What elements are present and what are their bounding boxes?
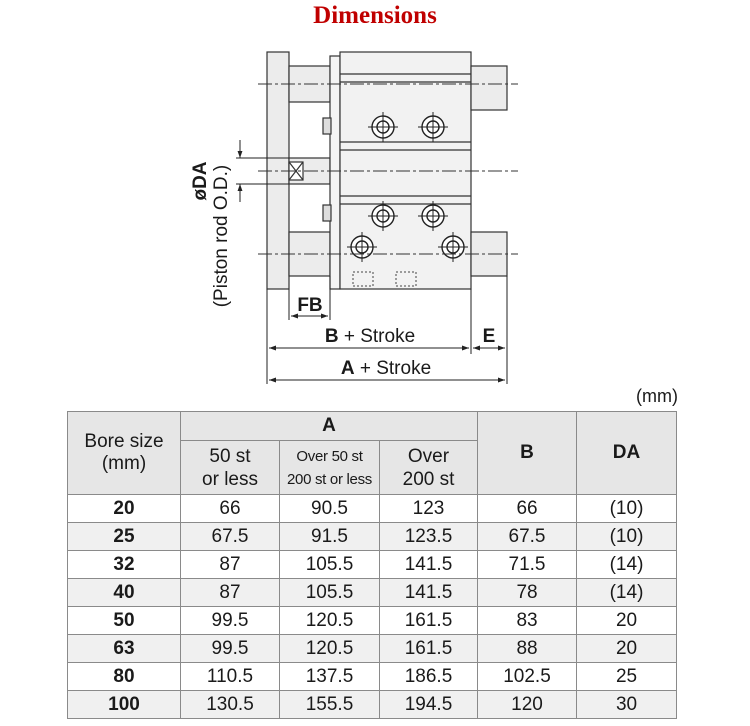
- da-cell: 25: [577, 663, 677, 691]
- a2-cell: 105.5: [280, 551, 380, 579]
- da-label: øDA: [190, 161, 211, 201]
- bore-cell: 25: [68, 523, 181, 551]
- b-label: B: [324, 326, 339, 347]
- table-row: [68, 523, 677, 551]
- b-cell: 120: [478, 691, 577, 719]
- unit-label: (mm): [636, 386, 678, 406]
- da-cell: 30: [577, 691, 677, 719]
- da-cell: (14): [577, 579, 677, 607]
- a3-cell: 161.5: [380, 635, 478, 663]
- rear-guide-top: [471, 66, 507, 110]
- a3-cell: 123: [380, 495, 478, 523]
- a-50st-header: 50 st or less: [181, 441, 280, 495]
- bore-size-header: Bore size (mm): [68, 412, 181, 495]
- b-cell: 66: [478, 495, 577, 523]
- end-plate: [267, 52, 289, 289]
- b-cell: 71.5: [478, 551, 577, 579]
- fb-label: FB: [297, 295, 323, 316]
- table-row: [68, 635, 677, 663]
- bore-cell: 50: [68, 607, 181, 635]
- piston-rod-label: (Piston rod O.D.): [211, 164, 232, 308]
- da-cell: (10): [577, 523, 677, 551]
- dimensions-table: [67, 411, 677, 719]
- b-header: B: [478, 412, 577, 495]
- table-row: [68, 607, 677, 635]
- a3-cell: 194.5: [380, 691, 478, 719]
- a-label: A: [340, 358, 355, 379]
- bore-cell: 32: [68, 551, 181, 579]
- table-row: [68, 691, 677, 719]
- b-cell: 83: [478, 607, 577, 635]
- a3-cell: 141.5: [380, 551, 478, 579]
- a-50-200st-header: Over 50 st 200 st or less: [280, 441, 380, 495]
- a3-cell: 161.5: [380, 607, 478, 635]
- a1-cell: 130.5: [181, 691, 280, 719]
- a2-cell: 90.5: [280, 495, 380, 523]
- page-title: Dimensions: [313, 2, 437, 29]
- bore-cell: 80: [68, 663, 181, 691]
- b-stroke-label: + Stroke: [338, 326, 416, 347]
- a1-cell: 99.5: [181, 635, 280, 663]
- a1-cell: 66: [181, 495, 280, 523]
- table-row: [68, 551, 677, 579]
- a1-cell: 110.5: [181, 663, 280, 691]
- da-cell: (14): [577, 551, 677, 579]
- table-row: [68, 495, 677, 523]
- a3-cell: 186.5: [380, 663, 478, 691]
- a-stroke-label: + Stroke: [354, 358, 432, 379]
- a3-cell: 123.5: [380, 523, 478, 551]
- a2-cell: 91.5: [280, 523, 380, 551]
- a2-cell: 155.5: [280, 691, 380, 719]
- a2-cell: 120.5: [280, 635, 380, 663]
- bore-cell: 40: [68, 579, 181, 607]
- da-cell: (10): [577, 495, 677, 523]
- bore-cell: 100: [68, 691, 181, 719]
- table-row: [68, 663, 677, 691]
- a2-cell: 137.5: [280, 663, 380, 691]
- a-header: A: [181, 412, 478, 441]
- a2-cell: 120.5: [280, 607, 380, 635]
- a2-cell: 105.5: [280, 579, 380, 607]
- b-cell: 78: [478, 579, 577, 607]
- bore-cell: 20: [68, 495, 181, 523]
- b-cell: 67.5: [478, 523, 577, 551]
- a-over-200st-header: Over 200 st: [380, 441, 478, 495]
- svg-text:B + Stroke: [325, 326, 415, 347]
- b-cell: 88: [478, 635, 577, 663]
- da-header: DA: [577, 412, 677, 495]
- a1-cell: 67.5: [181, 523, 280, 551]
- a3-cell: 141.5: [380, 579, 478, 607]
- a1-cell: 87: [181, 551, 280, 579]
- table-row: [68, 579, 677, 607]
- e-label: E: [482, 326, 496, 347]
- svg-text:A + Stroke: [341, 358, 431, 379]
- a1-cell: 87: [181, 579, 280, 607]
- da-cell: 20: [577, 607, 677, 635]
- b-cell: 102.5: [478, 663, 577, 691]
- a1-cell: 99.5: [181, 607, 280, 635]
- bore-cell: 63: [68, 635, 181, 663]
- da-cell: 20: [577, 635, 677, 663]
